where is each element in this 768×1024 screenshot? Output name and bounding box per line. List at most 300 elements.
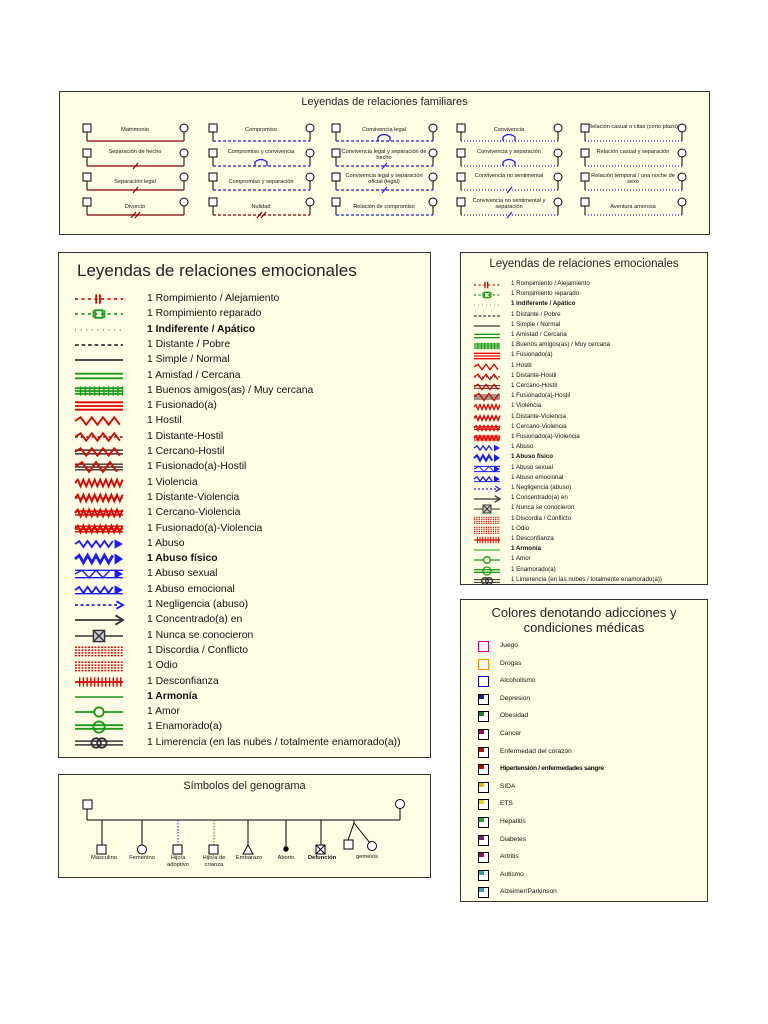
family-relation-cell [578, 196, 688, 218]
emo-small-label-abuso: 1 Abuso [511, 443, 534, 451]
emo-large-label-enamorado: 1 Enamorado(a) [147, 721, 223, 733]
twin-circle-icon [368, 842, 377, 851]
emo-large-label-rompimiento: 1 Rompimiento / Alejamiento [147, 293, 280, 304]
emo-large-label-discordia: 1 Discordia / Conflicto [147, 644, 249, 656]
emo-large-row-limerencia [73, 736, 423, 751]
emo-small-label-amor: 1 Amor [511, 555, 531, 563]
medical-colors-title [461, 605, 707, 635]
emo-large-row-simple [73, 353, 423, 368]
emo-large-row-buenos [73, 384, 423, 399]
hostil-line-icon [73, 414, 125, 428]
emo-small-row-discordia [472, 515, 704, 525]
family-relation-cell [329, 122, 439, 144]
emo-small-label-distante: 1 Distante / Pobre [511, 310, 561, 318]
emo-large-label-cviol: 1 Cercano-Violencia [147, 507, 241, 519]
family-relation-cell [454, 147, 564, 169]
discordia-line-icon [73, 644, 125, 658]
color-square-icon [478, 711, 489, 722]
emo-large-row-rompimiento [73, 292, 423, 307]
emo-small-row-rompimiento [472, 280, 704, 290]
fusionado-line-icon [472, 351, 502, 361]
amistad-line-icon [73, 369, 125, 383]
indiferente-line-icon [73, 323, 125, 337]
emotional-relations-panel-large [58, 252, 431, 758]
color-row [478, 834, 703, 848]
emo-small-row-odio [472, 525, 704, 535]
color-row [478, 746, 703, 760]
emo-small-row-enamorado [472, 566, 704, 576]
emo-small-row-amistad [472, 331, 704, 341]
dviol-line-icon [472, 413, 502, 423]
rompimiento-line-icon [472, 280, 502, 290]
adopted-child-label: Hijo/a adoptivo [167, 855, 189, 868]
enamorado-line-icon [472, 566, 502, 576]
emo-small-label-cviol: 1 Cercano-Violencia [511, 422, 567, 430]
fhostil-line-icon [472, 392, 502, 402]
emo-large-row-concentrado [73, 613, 423, 628]
family-relation-cell [80, 196, 190, 218]
emo-small-label-hostil: 1 Hostil [511, 361, 532, 369]
emo-small-label-fusionado: 1 Fusionado(a) [511, 351, 553, 359]
emo-small-row-cviol [472, 423, 704, 433]
color-row [478, 816, 703, 830]
emo-large-label-negligencia: 1 Negligencia (abuso) [147, 599, 249, 610]
indiferente-line-icon [472, 300, 502, 310]
asexual-line-icon [73, 567, 125, 581]
male-label: Masculino [90, 855, 118, 861]
color-square-icon [478, 817, 489, 828]
amistad-line-icon [472, 331, 502, 341]
family-relation-line-icon [329, 122, 439, 146]
color-square-icon [478, 676, 489, 687]
emo-small-label-limerencia: 1 Limerencia (en las nubes / totalmente enamorado(a)) [511, 575, 662, 583]
family-relation-label: Convivencia no sentimental y separación [472, 198, 546, 210]
emo-small-label-fviol: 1 Fusionado(a)-Violencia [511, 433, 580, 440]
color-square-icon [478, 887, 489, 898]
cviol-line-icon [472, 423, 502, 433]
cviol-line-icon [73, 506, 125, 520]
emo-small-row-afisico [472, 453, 704, 463]
family-relation-label: Convivencia legal y separación de hecho [341, 149, 427, 161]
emo-small-label-reparado: 1 Rompimiento reparado [511, 290, 580, 298]
emo-large-row-odio [73, 659, 423, 674]
family-relation-cell [578, 122, 688, 144]
family-relations-title: Leyendas de relaciones familiares [301, 96, 468, 108]
emo-small-label-chostil: 1 Cercano-Hostil [511, 382, 558, 389]
odio-line-icon [73, 659, 125, 673]
family-relation-cell [454, 122, 564, 144]
color-label: Hipertensión / enfermedades sangre [500, 765, 604, 773]
emo-small-row-chostil [472, 382, 704, 392]
family-relation-label: Aventura amorosa [610, 204, 656, 210]
family-relation-label: Convivencia y separación [477, 149, 541, 155]
emo-large-row-chostil [73, 445, 423, 460]
color-row [478, 658, 703, 672]
color-row [478, 886, 703, 900]
emo-large-row-aemocional [73, 583, 423, 598]
emo-small-row-fhostil [472, 392, 704, 402]
simple-line-icon [472, 321, 502, 331]
emo-large-label-simple: 1 Simple / Normal [147, 354, 230, 366]
abuso-line-icon [73, 537, 125, 551]
family-relation-cell [206, 147, 316, 169]
family-relation-label: Nulidad [251, 204, 271, 210]
father-square-icon [83, 800, 92, 809]
limerencia-line-icon [472, 576, 502, 586]
emo-large-row-armonia [73, 690, 423, 705]
emo-small-row-distante [472, 311, 704, 321]
medical-colors-panel [460, 599, 708, 902]
emo-large-label-limerencia: 1 Limerencia (en las nubes / totalmente enamorado(a)) [147, 736, 401, 748]
color-square-icon [478, 659, 489, 670]
emo-large-row-asexual [73, 567, 423, 582]
distante-line-icon [472, 311, 502, 321]
emo-large-label-asexual: 1 Abuso sexual [147, 568, 218, 580]
color-square-icon [478, 799, 489, 810]
dviol-line-icon [73, 491, 125, 505]
discordia-line-icon [472, 515, 502, 525]
color-label: ETS [500, 800, 513, 808]
emo-small-label-buenos: 1 Buenos amigos(as) / Muy cercana [511, 341, 611, 349]
color-label: Enfermedad del corazon [500, 747, 572, 755]
color-row [478, 640, 703, 654]
foster-child-label: Hijo/a de crianza [202, 855, 226, 868]
fhostil-line-icon [73, 460, 125, 474]
family-relation-cell [578, 171, 688, 193]
emo-large-label-dhostil: 1 Distante-Hostil [147, 430, 224, 442]
emo-large-row-desconfianza [73, 675, 423, 690]
emo-large-label-fviol: 1 Fusionado(a)-Violencia [147, 522, 263, 534]
color-square-icon [478, 870, 489, 881]
amor-line-icon [73, 705, 125, 719]
color-row [478, 693, 703, 707]
emo-small-label-amistad: 1 Amistad / Cercana [511, 331, 567, 338]
color-square-icon [478, 764, 489, 775]
nunca-line-icon [472, 504, 502, 514]
odio-line-icon [472, 525, 502, 535]
color-row [478, 869, 703, 883]
rompimiento-line-icon [73, 292, 125, 306]
reparado-line-icon [472, 290, 502, 300]
emo-small-row-dviol [472, 413, 704, 423]
emo-large-row-violencia [73, 476, 423, 491]
female-symbol-icon [138, 845, 147, 854]
emo-large-row-reparado [73, 307, 423, 322]
concentrado-line-icon [472, 494, 502, 504]
emo-small-row-desconfianza [472, 535, 704, 545]
family-relation-line-icon [454, 122, 564, 146]
emo-large-label-armonia: 1 Armonía [147, 690, 198, 702]
family-relation-cell [206, 122, 316, 144]
emo-large-label-desconfianza: 1 Desconfianza [147, 675, 219, 687]
concentrado-line-icon [73, 613, 125, 627]
negligencia-line-icon [472, 484, 502, 494]
emo-small-label-fhostil: 1 Fusionado(a)-Hostil [511, 392, 571, 400]
family-relation-cell [329, 171, 439, 193]
emo-large-row-fhostil [73, 460, 423, 475]
family-relation-cell [454, 171, 564, 193]
emo-small-row-limerencia [472, 576, 704, 586]
emo-small-label-nunca: 1 Nunca se conocieron [511, 504, 575, 512]
emo-large-row-nunca [73, 629, 423, 644]
emo-large-row-fusionado [73, 399, 423, 414]
twins-label: gemelos [356, 854, 378, 860]
family-relation-cell [578, 147, 688, 169]
color-label: Obesidad [500, 712, 529, 720]
dhostil-line-icon [73, 430, 125, 444]
color-label: Drogas [500, 659, 522, 667]
color-label: Hepatitis [500, 818, 526, 825]
emo-large-label-chostil: 1 Cercano-Hostil [147, 446, 225, 457]
family-relation-label: Convivencia [493, 127, 525, 133]
emo-small-label-afisico: 1 Abuso físico [511, 453, 554, 461]
color-square-icon [478, 747, 489, 758]
family-relation-label: Relación casual y separación [596, 149, 670, 155]
family-relation-cell [329, 196, 439, 218]
afisico-line-icon [472, 453, 502, 463]
color-label: Cancer [500, 730, 522, 737]
emo-small-label-dviol: 1 Distante-Violencia [511, 412, 566, 420]
emo-large-row-amistad [73, 369, 423, 384]
emo-small-row-fusionado [472, 351, 704, 361]
emo-small-row-dhostil [472, 372, 704, 382]
emo-small-label-violencia: 1 Violencia [511, 402, 542, 410]
genogram-symbols-title: Símbolos del genograma [183, 780, 306, 792]
family-relation-label: Compromiso y separación [228, 179, 294, 185]
aemocional-line-icon [472, 474, 502, 484]
color-label: Diabetes [500, 835, 527, 843]
emo-small-label-negligencia: 1 Negligencia (abuso) [511, 484, 572, 491]
family-relation-label: Separación legal [114, 179, 156, 185]
color-label: SIDA [500, 782, 516, 790]
emo-large-row-discordia [73, 644, 423, 659]
family-relation-label: Matrimonio [121, 127, 149, 133]
emo-small-label-asexual: 1 Abuso sexual [511, 463, 553, 471]
fusionado-line-icon [73, 399, 125, 413]
emo-large-row-fviol [73, 522, 423, 537]
emo-large-row-cviol [73, 506, 423, 521]
emo-small-row-buenos [472, 341, 704, 351]
armonia-line-icon [472, 545, 502, 555]
emo-large-row-hostil [73, 414, 423, 429]
emo-large-row-afisico [73, 552, 423, 567]
emo-large-label-fhostil: 1 Fusionado(a)-Hostil [147, 461, 247, 473]
emo-large-label-afisico: 1 Abuso físico [147, 553, 218, 565]
pregnancy-label: Embarazo [235, 855, 263, 861]
emo-small-label-aemocional: 1 Abuso emocional [511, 473, 564, 481]
color-row [478, 675, 703, 689]
emo-large-label-indiferente: 1 Indiferente / Apático [147, 323, 256, 335]
emo-large-label-nunca: 1 Nunca se conocieron [147, 629, 254, 641]
emo-large-label-amistad: 1 Amistad / Cercana [147, 369, 241, 381]
color-square-icon [478, 835, 489, 846]
emo-large-label-odio: 1 Odio [147, 660, 178, 672]
family-relations-panel [59, 91, 710, 235]
family-relation-label: Convivencia legal y separación oficial (legal) [345, 173, 423, 185]
emo-large-row-distante [73, 338, 423, 353]
armonia-line-icon [73, 690, 125, 704]
emo-large-label-fusionado: 1 Fusionado(a) [147, 400, 217, 412]
emo-large-row-amor [73, 705, 423, 720]
color-row [478, 728, 703, 742]
emo-small-label-enamorado: 1 Enamorado(a) [511, 565, 556, 573]
genogram-symbols-panel [58, 774, 431, 878]
family-relation-cell [80, 122, 190, 144]
family-relation-label: Separación de hecho [108, 149, 162, 155]
negligencia-line-icon [73, 598, 125, 612]
emo-small-label-discordia: 1 Discordia / Conflicto [511, 514, 572, 522]
buenos-line-icon [73, 384, 125, 398]
enamorado-line-icon [73, 720, 125, 734]
male-symbol-icon [97, 845, 106, 854]
emo-large-row-negligencia [73, 598, 423, 613]
violencia-line-icon [73, 476, 125, 490]
emo-large-row-dviol [73, 491, 423, 506]
emo-small-label-armonia: 1 Armonía [511, 545, 542, 553]
emo-large-label-hostil: 1 Hostil [147, 415, 182, 427]
family-relation-line-icon [80, 122, 190, 146]
color-label: Depresion [500, 694, 531, 702]
emo-small-row-hostil [472, 362, 704, 372]
emo-small-label-dhostil: 1 Distante-Hostil [511, 371, 557, 379]
miscarriage-label: Aborto [277, 855, 295, 861]
nunca-line-icon [73, 629, 125, 643]
emo-large-label-reparado: 1 Rompimiento reparado [147, 308, 262, 320]
family-relation-cell [454, 196, 564, 218]
emo-small-label-simple: 1 Simple / Normal [511, 320, 561, 328]
emo-small-row-abuso [472, 443, 704, 453]
emo-small-label-rompimiento: 1 Rompimiento / Alejamiento [511, 280, 590, 287]
emo-small-row-indiferente [472, 300, 704, 310]
emo-large-label-aemocional: 1 Abuso emocional [147, 583, 235, 595]
color-label: Artritis [500, 853, 519, 861]
emo-small-label-odio: 1 Odio [511, 524, 530, 532]
dhostil-line-icon [472, 372, 502, 382]
fviol-line-icon [73, 522, 125, 536]
emo-large-label-concentrado: 1 Concentrado(a) en [147, 614, 243, 626]
color-square-icon [478, 641, 489, 652]
color-square-icon [478, 852, 489, 863]
family-relation-cell [329, 147, 439, 169]
fviol-line-icon [472, 433, 502, 443]
emo-small-row-reparado [472, 290, 704, 300]
amor-line-icon [472, 555, 502, 565]
violencia-line-icon [472, 402, 502, 412]
family-relation-label: Compromiso [245, 127, 277, 133]
emotional-relations-title-large: Leyendas de relaciones emocionales [77, 261, 357, 280]
buenos-line-icon [472, 341, 502, 351]
emo-large-row-enamorado [73, 720, 423, 735]
medical-colors-title-line1: Colores denotando adicciones y [491, 605, 677, 620]
family-relation-label: Compromiso y convivencia [227, 149, 295, 155]
reparado-line-icon [73, 307, 125, 321]
female-label: Femenino [129, 855, 155, 861]
color-row [478, 781, 703, 795]
family-relation-cell [206, 171, 316, 193]
color-label: Autismo [500, 870, 524, 878]
color-label: Juego [500, 642, 518, 649]
miscarriage-dot-icon [284, 847, 288, 851]
color-square-icon [478, 782, 489, 793]
emo-small-label-desconfianza: 1 Desconfianza [511, 535, 554, 542]
color-row [478, 798, 703, 812]
family-relation-label: Divorcio [124, 204, 146, 210]
asexual-line-icon [472, 464, 502, 474]
family-relation-cell [80, 171, 190, 193]
emotional-relations-title-small: Leyendas de relaciones emocionales [489, 258, 679, 270]
limerencia-line-icon [73, 736, 125, 750]
emo-large-label-buenos: 1 Buenos amigos(as) / Muy cercana [147, 384, 314, 396]
genogram-symbols-diagram [59, 795, 432, 875]
medical-colors-title-line2: condiciones médicas [523, 620, 645, 635]
adopted-child-icon [173, 845, 182, 854]
family-relation-cell [80, 147, 190, 169]
emo-small-row-aemocional [472, 474, 704, 484]
color-label: Alcoholismo [500, 677, 536, 685]
family-relation-label: Relación de compromiso [353, 204, 415, 210]
chostil-line-icon [472, 382, 502, 392]
emo-small-row-negligencia [472, 484, 704, 494]
emo-small-label-concentrado: 1 Concentrado(a) en [511, 494, 568, 502]
emotional-relations-panel-small [460, 252, 708, 585]
family-relation-label: Convivencia legal [362, 127, 406, 133]
mother-circle-icon [396, 800, 405, 809]
emo-small-row-violencia [472, 402, 704, 412]
emo-small-row-asexual [472, 464, 704, 474]
twin-square-icon [344, 840, 353, 849]
deceased-label: Defunción [307, 855, 337, 861]
emo-small-row-fviol [472, 433, 704, 443]
color-square-icon [478, 729, 489, 740]
emo-large-label-distante: 1 Distante / Pobre [147, 338, 231, 350]
emo-small-row-concentrado [472, 494, 704, 504]
emo-large-label-violencia: 1 Violencia [147, 476, 198, 488]
abuso-line-icon [472, 443, 502, 453]
desconfianza-line-icon [73, 675, 125, 689]
aemocional-line-icon [73, 583, 125, 597]
afisico-line-icon [73, 552, 125, 566]
family-relation-label: Relación casual o citas (corto plazo) [588, 124, 678, 130]
family-relation-label: Convivencia no sentimental [474, 173, 544, 179]
emo-small-row-nunca [472, 504, 704, 514]
foster-child-icon [209, 845, 218, 854]
emo-large-label-dviol: 1 Distante-Violencia [147, 491, 240, 503]
emo-large-row-indiferente [73, 323, 423, 338]
desconfianza-line-icon [472, 535, 502, 545]
emo-large-row-dhostil [73, 430, 423, 445]
emo-small-row-amor [472, 555, 704, 565]
emo-small-row-armonia [472, 545, 704, 555]
hostil-line-icon [472, 362, 502, 372]
family-relation-cell [206, 196, 316, 218]
emo-large-row-abuso [73, 537, 423, 552]
color-square-icon [478, 694, 489, 705]
chostil-line-icon [73, 445, 125, 459]
family-relation-label: Relación temporal / una noche de sexo [591, 173, 675, 185]
simple-line-icon [73, 353, 125, 367]
distante-line-icon [73, 338, 125, 352]
emo-small-row-simple [472, 321, 704, 331]
emo-large-label-amor: 1 Amor [147, 706, 180, 718]
emo-small-label-indiferente: 1 Indiferente / Apático [511, 300, 576, 308]
color-row [478, 710, 703, 724]
color-row [478, 851, 703, 865]
family-relation-line-icon [206, 122, 316, 146]
color-label: Alzeimer/Parkinson [500, 888, 557, 896]
color-row [478, 763, 703, 777]
emo-large-label-abuso: 1 Abuso [147, 537, 185, 549]
pregnancy-triangle-icon [243, 845, 253, 854]
